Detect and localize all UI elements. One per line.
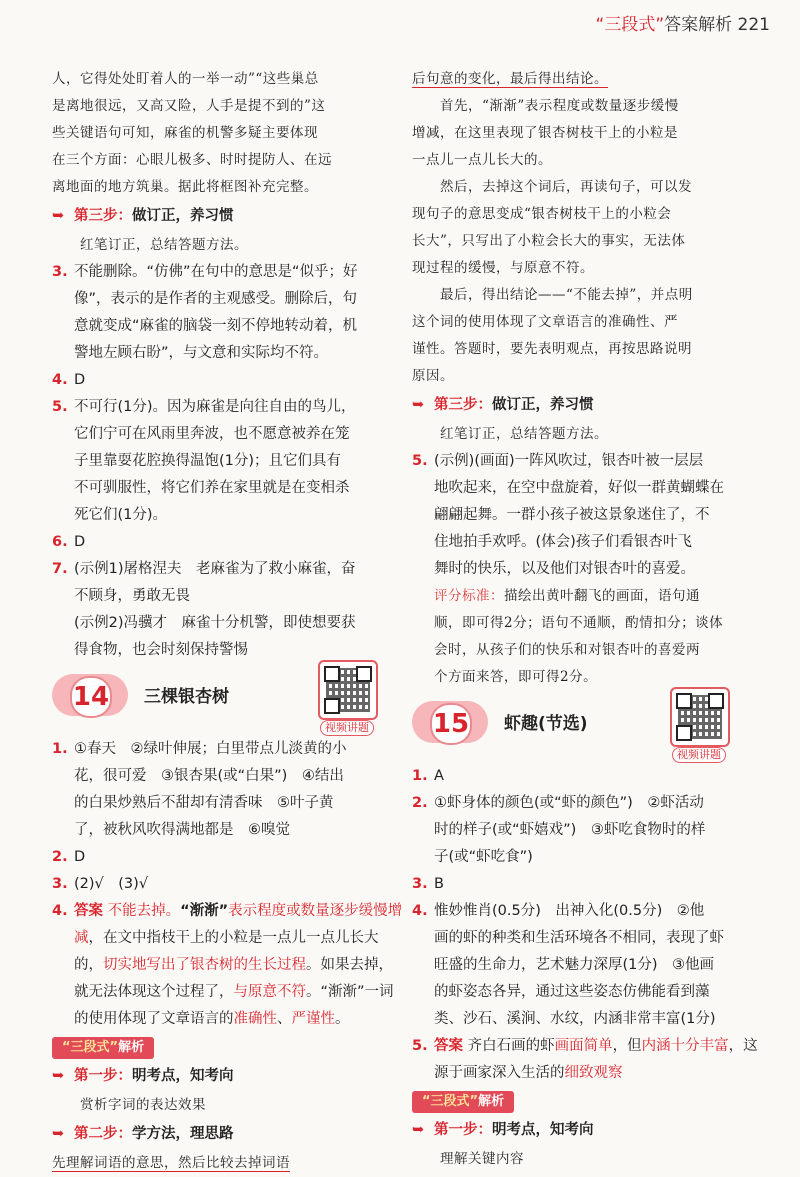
answer-span: ，在文中指枝干上的小粒是一点儿	[88, 930, 306, 946]
text-line: (示例2)冯骥才 麻雀十分机警，即使想要获	[74, 615, 356, 631]
qr-code-icon[interactable]	[670, 687, 730, 747]
answer-text: D	[74, 849, 86, 865]
text-line: 不可驯服性，将它们养在家里就是在变相杀	[74, 480, 350, 496]
video-explain-label[interactable]: 视频讲题	[672, 747, 726, 763]
text-line: 了，被秋风吹得满地都是 ⑥嗅觉	[74, 822, 290, 838]
tag-quote: “三段式”	[422, 1094, 479, 1109]
text-line: 惟妙惟肖(0.5分) 出神入化(0.5分) ②他	[434, 903, 705, 919]
text-line: 得食物，也会时刻保持警惕	[74, 642, 248, 658]
question-4	[52, 367, 407, 394]
answer-text: D	[74, 534, 86, 550]
text-line: 增减，在这里表现了银杏树枝干上的小粒是	[412, 125, 678, 141]
question-number: 3.	[52, 876, 68, 892]
step1-heading	[412, 1117, 770, 1144]
answer-span: 准确性	[233, 1011, 277, 1027]
answer-span: 、	[277, 1011, 292, 1027]
text-line: 顺，即可得2分；语句不通顺，酌情扣分；谈体	[434, 615, 724, 631]
text-line: 最后，得出结论——“不能去掉”，并点明	[440, 287, 693, 303]
lesson-badge	[52, 674, 128, 716]
text-line: 意就变成“麻雀的脑袋一刻不停地转动着，机	[74, 318, 358, 334]
step-text: 学方法，理思路	[132, 1126, 234, 1142]
text-line: 地吹起来，在空中盘旋着，好似一群黄蝴蝶在	[434, 480, 724, 496]
step2-heading	[52, 1121, 407, 1148]
step-label: 第三步：	[74, 208, 132, 224]
step-label: 第二步：	[74, 1126, 132, 1142]
text-line: 人，它得处处盯着人的一举一动”“这些巢总	[52, 71, 319, 87]
answer-span: 不能去掉。	[107, 903, 181, 919]
step3-heading	[412, 392, 770, 419]
step3-heading	[52, 203, 407, 230]
text-line: 然后，去掉这个词后，再读句子，可以发	[440, 179, 692, 195]
text-line: 在三个方面：心眼儿极多、时时提防人、在远	[52, 152, 332, 168]
right-column	[412, 66, 770, 1173]
step1-note: 赏析字词的表达效果	[80, 1097, 206, 1113]
answer-span: 原意不符	[248, 984, 306, 1000]
text-line: 不顾身，勇敢无畏	[74, 588, 190, 604]
left-column	[52, 66, 407, 1177]
answer-span: 严谨性	[291, 1011, 335, 1027]
l15-question-5	[412, 1033, 770, 1087]
text-line	[434, 583, 770, 610]
l15-question-4	[412, 898, 770, 1033]
question-number: 4.	[52, 372, 68, 388]
step-label: 第三步：	[434, 397, 492, 413]
answer-text: A	[434, 768, 444, 784]
answer-span: 内涵十分	[641, 1038, 700, 1054]
text-line: 旺盛的生命力，艺术魅力深厚(1分) ③他画	[434, 957, 715, 973]
step1-heading	[52, 1063, 407, 1090]
step2-note: 先理解词语的意思，然后比较去掉词语	[52, 1155, 290, 1171]
text-line: ①春天 ②绿叶伸展；白里带点儿淡黄的小	[74, 741, 347, 757]
l14-question-1	[52, 736, 407, 844]
continued-answer	[52, 66, 407, 201]
l15-question-3	[412, 871, 770, 898]
text-line: 的虾姿态各异，通过这些姿态仿佛能看到藻	[434, 984, 710, 1000]
step-text: 做订正，养习惯	[492, 397, 594, 413]
question-number: 7.	[52, 561, 68, 577]
question-number: 6.	[52, 534, 68, 550]
text-line: 原因。	[412, 368, 454, 384]
text-line: 子里靠耍花腔换得温饱(1分)；且它们具有	[74, 453, 342, 469]
text-line: 现句子的意思变成“银杏树枝干上的小粒会	[412, 206, 672, 222]
page-header	[596, 10, 770, 35]
text-line: 离地面的地方筑巢。据此将框图补充完整。	[52, 179, 318, 195]
arrow-icon: ➥	[52, 208, 65, 224]
text-line: 死它们(1分)。	[74, 507, 168, 523]
text-line: 住地拍手欢呼。(体会)孩子们看银杏叶飞	[434, 534, 692, 550]
answer-span: 丰富	[699, 1038, 729, 1054]
answer-span: 缓慢增减	[74, 903, 403, 946]
step-text: 明考点，知考向	[132, 1068, 234, 1084]
answer-span: ，但	[612, 1038, 642, 1054]
step-label: 第一步：	[74, 1068, 132, 1084]
question-number: 5.	[412, 453, 428, 469]
header-quote-title: “三段式”	[595, 15, 665, 35]
scoring-criteria	[434, 583, 770, 691]
question-7	[52, 556, 407, 664]
question-number: 4.	[412, 903, 428, 919]
text-line: 后句意的变化，最后得出结论。	[412, 71, 608, 87]
answer-span: 与	[233, 984, 248, 1000]
text-line: 翩翩起舞。一群小孩子被这景象迷住了，不	[434, 507, 710, 523]
paragraph-2	[412, 174, 770, 282]
arrow-icon: ➥	[52, 1068, 65, 1084]
text-line: 长大”，只写出了小粒会长大的事实，无法体	[412, 233, 686, 249]
paragraph-3	[412, 282, 770, 390]
text-line: 子(或“虾吃食”)	[434, 849, 533, 865]
question-number: 1.	[52, 741, 68, 757]
step-text: 明考点，知考向	[492, 1122, 594, 1138]
paragraph-1	[412, 93, 770, 174]
text-line: 像”，表示的是作者的主观感受。删除后，句	[74, 291, 358, 307]
question-number: 4.	[52, 903, 68, 919]
answer-text: B	[434, 876, 444, 892]
video-explain-label[interactable]: 视频讲题	[320, 720, 374, 736]
text-line: 类、沙石、溪涧、水纹，内涵非常丰富(1分)	[434, 1011, 716, 1027]
answer-span: 细致观察	[564, 1065, 623, 1081]
text-line: (示例1)屠格涅夫 老麻雀为了救小麻雀，奋	[74, 561, 356, 577]
question-number: 1.	[412, 768, 428, 784]
answer-span: 言的	[204, 1011, 234, 1027]
text-line: 现过程的缓慢，与原意不符。	[412, 260, 594, 276]
sanduan-tag	[52, 1037, 154, 1059]
answer-span: “渐渐”	[180, 903, 229, 919]
lesson-number: 14	[70, 676, 112, 718]
text-line: 舞时的快乐，以及他们对银杏叶的喜爱。	[434, 561, 695, 577]
step-text: 做订正，养习惯	[132, 208, 234, 224]
lesson-14-header	[52, 664, 407, 736]
page-number: 221	[737, 15, 770, 35]
answer-label: 答案	[74, 903, 103, 919]
text-line: 这个词的使用体现了文章语言的准确性、严	[412, 314, 678, 330]
arrow-icon: ➥	[52, 1126, 65, 1142]
lesson-title: 三棵银杏树	[144, 687, 229, 707]
answer-span: 齐白石画的虾	[467, 1038, 555, 1054]
text-line: 些关键语句可知，麻雀的机警多疑主要体现	[52, 125, 318, 141]
question-number: 5.	[52, 399, 68, 415]
arrow-icon: ➥	[412, 1122, 425, 1138]
answer-span: 过程	[277, 957, 306, 973]
lesson-badge	[412, 701, 488, 743]
score-label: 评分标准：	[434, 588, 504, 604]
lesson-title: 虾趣(节选)	[504, 714, 588, 734]
question-6	[52, 529, 407, 556]
continued-line	[412, 66, 770, 93]
lesson-number: 15	[430, 703, 472, 745]
l15-question-2	[412, 790, 770, 871]
text-line: 警地左顾右盼”，与文意和实际均不符。	[74, 345, 329, 361]
text-line: 不可行(1分)。因为麻雀是向往自由的鸟儿，	[74, 399, 356, 415]
qr-code-icon[interactable]	[318, 660, 378, 720]
answer-block	[434, 1033, 770, 1087]
answer-block	[74, 898, 407, 1033]
text-line: 是离地很远，又高又险，人手是提不到的”这	[52, 98, 326, 114]
text-line: 一点儿一点儿长大的。	[412, 152, 552, 168]
question-5	[412, 448, 770, 691]
l14-question-2	[52, 844, 407, 871]
text-line: 首先，“渐渐”表示程度或数量逐步缓慢	[440, 98, 679, 114]
step-label: 第一步：	[434, 1122, 492, 1138]
answer-text: (2)√ (3)√	[74, 876, 149, 892]
score-text: 描绘出黄叶翻飞的画面，语句通	[504, 588, 700, 604]
answer-span: 表示程度或数量逐步	[228, 903, 359, 919]
text-line: 个方面来答，即可得2分。	[434, 669, 598, 685]
l15-question-1	[412, 763, 770, 790]
tag-quote: “三段式”	[62, 1040, 119, 1055]
answer-span: ，这源于画家深入生活的	[434, 1038, 758, 1081]
text-line: 会时，从孩子们的快乐和对银杏叶的喜爱两	[434, 642, 700, 658]
text-line: ①虾身体的颜色(或“虾的颜色”) ②虾活动	[434, 795, 704, 811]
answer-span: 一点儿长大的，	[74, 930, 379, 973]
question-number: 2.	[52, 849, 68, 865]
step2-note-wrap	[52, 1150, 407, 1177]
question-3	[52, 259, 407, 367]
answer-span: 画面简单	[554, 1038, 613, 1054]
text-line: 花，很可爱 ③银杏果(或“白果”) ④结出	[74, 768, 344, 784]
step3-note: 红笔订正，总结答题方法。	[440, 426, 608, 442]
lesson-15-header	[412, 691, 770, 763]
answer-text: D	[74, 372, 86, 388]
text-line: 时的样子(或“虾嬉戏”) ③虾吃食物时的样	[434, 822, 706, 838]
text-line: 谨性。答题时，要先表明观点，再按思路说明	[412, 341, 692, 357]
question-5	[52, 394, 407, 529]
text-line: 画的虾的种类和生活环境各不相同，表现了虾	[434, 930, 724, 946]
text-line: 它们宁可在风雨里奔波，也不愿意被养在笼	[74, 426, 350, 442]
answer-span: 切实地写出了银杏树的生长	[103, 957, 277, 973]
question-number: 2.	[412, 795, 428, 811]
answer-span: 。如果去掉，就无法体现这个过程了，	[74, 957, 393, 1000]
tag-text: 解析	[118, 1040, 145, 1055]
question-number: 3.	[52, 264, 68, 280]
l14-question-4	[52, 898, 407, 1033]
answer-label: 答案	[434, 1038, 463, 1054]
step3-note: 红笔订正，总结答题方法。	[80, 237, 248, 253]
question-number: 3.	[412, 876, 428, 892]
tag-text: 解析	[478, 1094, 505, 1109]
answer-span: 。“渐渐”一词的使用体现了文章语	[74, 984, 394, 1027]
step1-note: 理解关键内容	[440, 1151, 524, 1167]
text-line: 的白果炒熟后不甜却有清香味 ⑤叶子黄	[74, 795, 334, 811]
header-title: 答案解析	[664, 15, 733, 35]
text-line: (示例)(画面)一阵风吹过，银杏叶被一层层	[434, 453, 704, 469]
question-number: 5.	[412, 1038, 428, 1054]
arrow-icon: ➥	[412, 397, 425, 413]
answer-span: 。	[335, 1011, 350, 1027]
sanduan-tag	[412, 1091, 514, 1113]
text-line: 不能删除。“仿佛”在句中的意思是“似乎；好	[74, 264, 358, 280]
l14-question-3	[52, 871, 407, 898]
